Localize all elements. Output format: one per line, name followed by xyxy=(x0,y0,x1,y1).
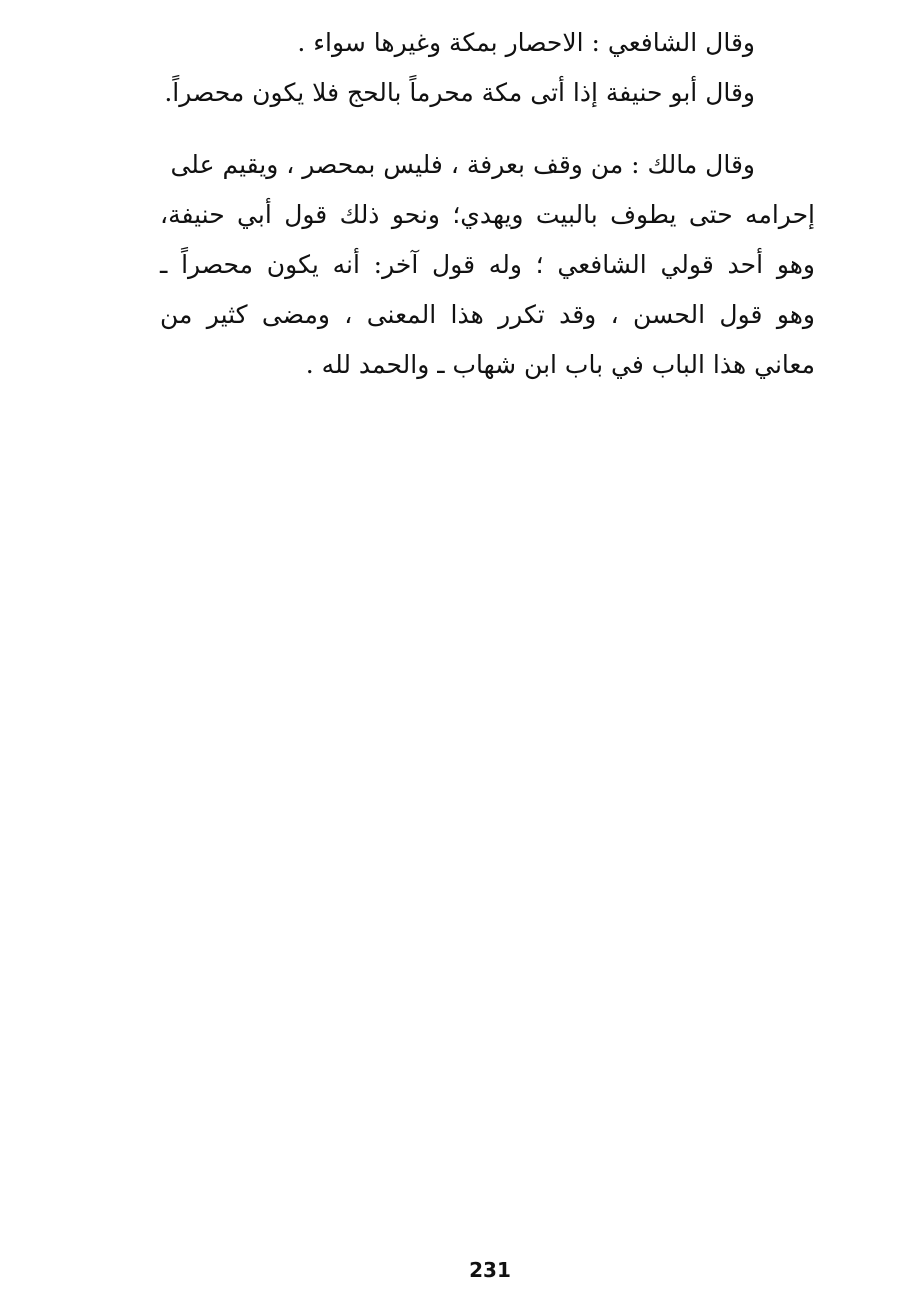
text-line: إحرامه حتى يطوف بالبيت ويهدي؛ ونحو ذلك قول أبي حنيفة، xyxy=(160,200,815,229)
paragraph-2 xyxy=(160,140,815,390)
text-line: وهو أحد قولي الشافعي ؛ وله قول آخر: أنه يكون محصراً ـ xyxy=(160,250,815,279)
text-line: وقال أبو حنيفة إذا أتى مكة محرماً بالحج فلا يكون محصراً. xyxy=(164,78,755,107)
text-line: وقال مالك : من وقف بعرفة ، فليس بمحصر ، ويقيم على xyxy=(170,150,755,179)
text-line: وقال الشافعي : الاحصار بمكة وغيرها سواء . xyxy=(297,28,755,57)
paragraph-1 xyxy=(160,18,815,118)
page-number: 231 xyxy=(469,1258,511,1282)
text-line: وهو قول الحسن ، وقد تكرر هذا المعنى ، ومضى كثير من xyxy=(160,300,815,329)
text-line: معاني هذا الباب في باب ابن شهاب ـ والحمد لله . xyxy=(305,350,815,379)
